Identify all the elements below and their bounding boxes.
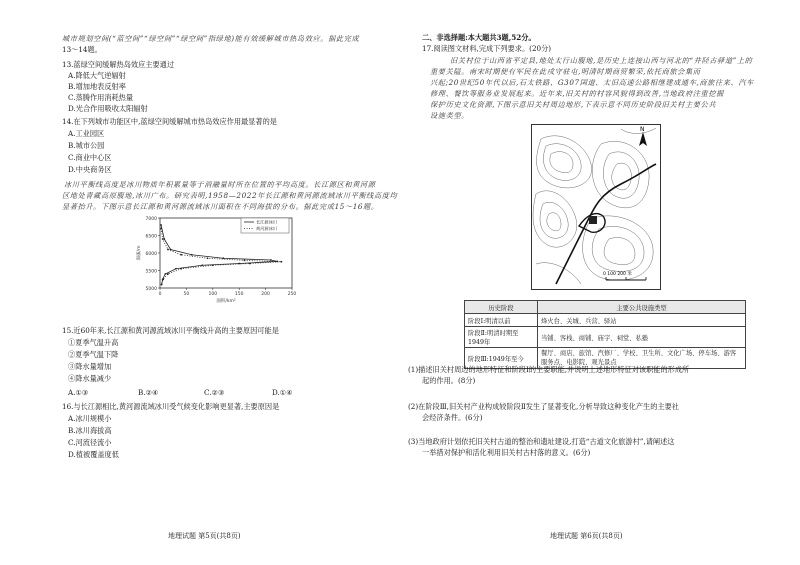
data-point	[163, 238, 165, 240]
passage-17-line3: 兴起;20世纪50年代以后,石太铁路、G307国道、太旧高速公路相继建成通车,商旅往来、汽车	[430, 78, 754, 87]
data-point	[162, 278, 164, 280]
right-page	[400, 0, 800, 565]
data-point	[161, 284, 163, 286]
question-13-stem: 13.蓝绿空间缓解热岛效应主要通过	[62, 60, 175, 69]
y-tick-label: 7000	[145, 217, 157, 222]
data-point	[162, 238, 164, 240]
y-tick-label: 5500	[145, 269, 157, 275]
north-label: N	[640, 126, 645, 133]
y-tick-label: 6000	[145, 252, 157, 257]
passage-17-line2: 重要关隘。南宋时期便有军民在此戍守驻屯,明清时期商贸繁荣,依托商旅会集而	[430, 67, 701, 76]
q14-option-c: C.商业中心区	[68, 153, 112, 162]
q15-item-2: ②夏季气温下降	[68, 350, 119, 359]
data-point	[270, 259, 272, 261]
q14-option-a: A.工业园区	[68, 129, 105, 138]
section-heading: 二、非选择题:本大题共3题,52分。	[422, 33, 536, 42]
table-row	[465, 314, 746, 327]
map-scale-label: 0 100 200 米	[603, 272, 632, 277]
question-17-1-line2: 起的作用。(8分)	[422, 376, 476, 385]
question-17-3-line1: (3)当地政府计划依托旧关村古道的整治和遗址建设,打造“古道文化旅游村”,请阐述这	[408, 437, 675, 446]
q15-option-d: D.①④	[272, 388, 293, 397]
history-facilities-table	[464, 300, 746, 369]
series-line-1	[161, 225, 277, 285]
y-tick-label: 6500	[145, 234, 157, 240]
q15-option-a: A.①③	[68, 388, 89, 397]
topographic-map	[531, 124, 661, 290]
question-17-2-line1: (2)在阶段Ⅲ,旧关村产业构成较阶段Ⅱ发生了显著变化,分析导致这种变化产生的主要社	[408, 402, 679, 411]
table-cell: 阶段Ⅰ:明清以前	[465, 314, 538, 327]
passage-17-line4: 修理、餐饮等服务业发展起来。近年来,旧关村的村容风貌得到改善,当地政府注重挖掘	[430, 89, 724, 98]
data-point	[180, 268, 182, 270]
q13-option-a: A.降低大气逆辐射	[68, 71, 126, 80]
x-tick-label: 200	[261, 292, 270, 297]
q15-item-4: ④降水量减少	[68, 374, 112, 383]
data-point	[281, 261, 283, 263]
passage-17-line5: 保护历史文化资源,下图示意旧关村周边地形,下表示意不同历史阶段旧关村主要公共	[430, 100, 717, 109]
intro-13-14-line2: 13～14题。	[62, 45, 102, 54]
table-cell: 阶段Ⅲ:1949年至今	[465, 348, 538, 369]
q13-option-c: C.蒸腾作用消耗热量	[68, 93, 134, 102]
data-point	[249, 263, 251, 265]
intro-13-14-line1: 城市规划空间(“蓝空间”“绿空间”“绿空间”指绿地)能有效缓解城市热岛效应。据此完成	[62, 34, 360, 43]
q15-option-b: B.②④	[138, 388, 159, 397]
data-point	[167, 249, 169, 251]
question-16-stem: 16.与长江源相比,黄河源流域冰川受气候变化影响更显著,主要原因是	[62, 402, 280, 411]
table-cell: 烽火台、关城、兵营、驿站	[538, 314, 746, 327]
table-cell: 阶段Ⅱ:明清时期至1949年	[465, 327, 538, 348]
data-point	[167, 273, 169, 275]
question-17-3-line2: 一举措对保护和活化利用旧关村古村落的意义。(6分)	[422, 448, 591, 457]
q16-option-a: A.冰川规模小	[68, 414, 112, 423]
series-line-2	[161, 229, 281, 285]
x-tick-label: 50	[183, 292, 190, 297]
q14-option-d: D.中央商务区	[68, 165, 112, 174]
passage-15-16-line2: 区地处青藏高原腹地,冰川广布。研究表明,1958—2022年长江源和黄河源流域冰川平衡线高度均	[62, 191, 398, 200]
legend-label: 黄河源冰川	[256, 226, 277, 232]
question-17-1-line1: (1)描述旧关村周边的地形特征和阶段Ⅰ的主要职能,并说明上述地形特征对该职能的形成所	[408, 365, 690, 374]
data-point	[191, 254, 193, 256]
data-point	[160, 224, 162, 226]
q13-option-d: D.光合作用吸收太阳辐射	[68, 104, 148, 113]
question-14-stem: 14.在下列城市功能区中,蓝绿空间缓解城市热岛效应作用最显著的是	[62, 117, 277, 126]
data-point	[212, 264, 214, 266]
q15-option-c: C.②③	[204, 388, 225, 397]
y-axis-label: 海拔/m	[137, 245, 142, 261]
legend-label: 长江源冰川	[256, 219, 277, 225]
q14-option-b: B.城市公园	[68, 141, 105, 150]
table-row	[465, 327, 746, 348]
glacier-area-altitude-chart	[132, 212, 302, 308]
table-header-row	[465, 301, 746, 314]
x-tick-label: 150	[234, 292, 244, 297]
x-axis-label: 面积/km²	[216, 299, 236, 304]
data-point	[175, 268, 177, 270]
data-point	[160, 228, 162, 230]
data-point	[164, 273, 166, 275]
y-tick-label: 5000	[145, 287, 157, 292]
q15-item-1: ①夏季气温升高	[68, 338, 119, 347]
table-cell: 餐厅、商店、旅馆、汽修厂、学校、卫生所、文化广场、停车场、游客服务点、电影院、观光景点	[538, 348, 746, 369]
q16-option-d: D.植被覆盖度低	[68, 450, 119, 459]
q16-option-c: C.河流径流小	[68, 438, 112, 447]
q15-item-3: ③降水量增加	[68, 362, 112, 371]
table-header-stage: 历史阶段	[465, 301, 538, 314]
x-tick-label: 250	[287, 292, 297, 297]
right-page-footer: 地理试题 第6页(共8页)	[550, 532, 623, 540]
left-page-footer: 地理试题 第5页(共8页)	[168, 532, 241, 540]
x-tick-label: 100	[208, 292, 218, 297]
table-cell: 当铺、客栈、商铺、庙宇、祠堂、私塾	[538, 327, 746, 348]
question-17-stem: 17.阅读图文材料,完成下列要求。(20分)	[422, 44, 552, 53]
data-point	[180, 254, 182, 256]
passage-15-16-line1: 冰川平衡线高度是冰川物质年积累量等于消融量时所在位置的平均高度。长江源区和黄河源	[64, 180, 376, 189]
question-15-stem: 15.近60年来,长江源和黄河源流域冰川平衡线升高的主要原因可能是	[62, 326, 279, 335]
question-17-2-line2: 会经济条件。(6分)	[422, 413, 483, 422]
table-header-facilities: 主要公共设施类型	[538, 301, 746, 314]
data-point	[244, 259, 246, 261]
passage-17-line1: 旧关村位于山西省平定县,地处太行山腹地,是历史上连接山西与河北的“井陉古驿道”上的	[450, 56, 753, 65]
passage-17-line6: 设施类型。	[430, 111, 469, 120]
passage-15-16-line3: 显著抬升。下图示意长江源和黄河源流域冰川面积在不同海拔的分布。据此完成15～16题。	[62, 202, 379, 211]
q13-option-b: B.增加地表反射率	[68, 82, 126, 91]
data-point	[201, 264, 203, 266]
x-tick-label: 0	[158, 292, 162, 297]
data-point	[207, 257, 209, 259]
q16-option-b: B.冰川海拔高	[68, 426, 112, 435]
